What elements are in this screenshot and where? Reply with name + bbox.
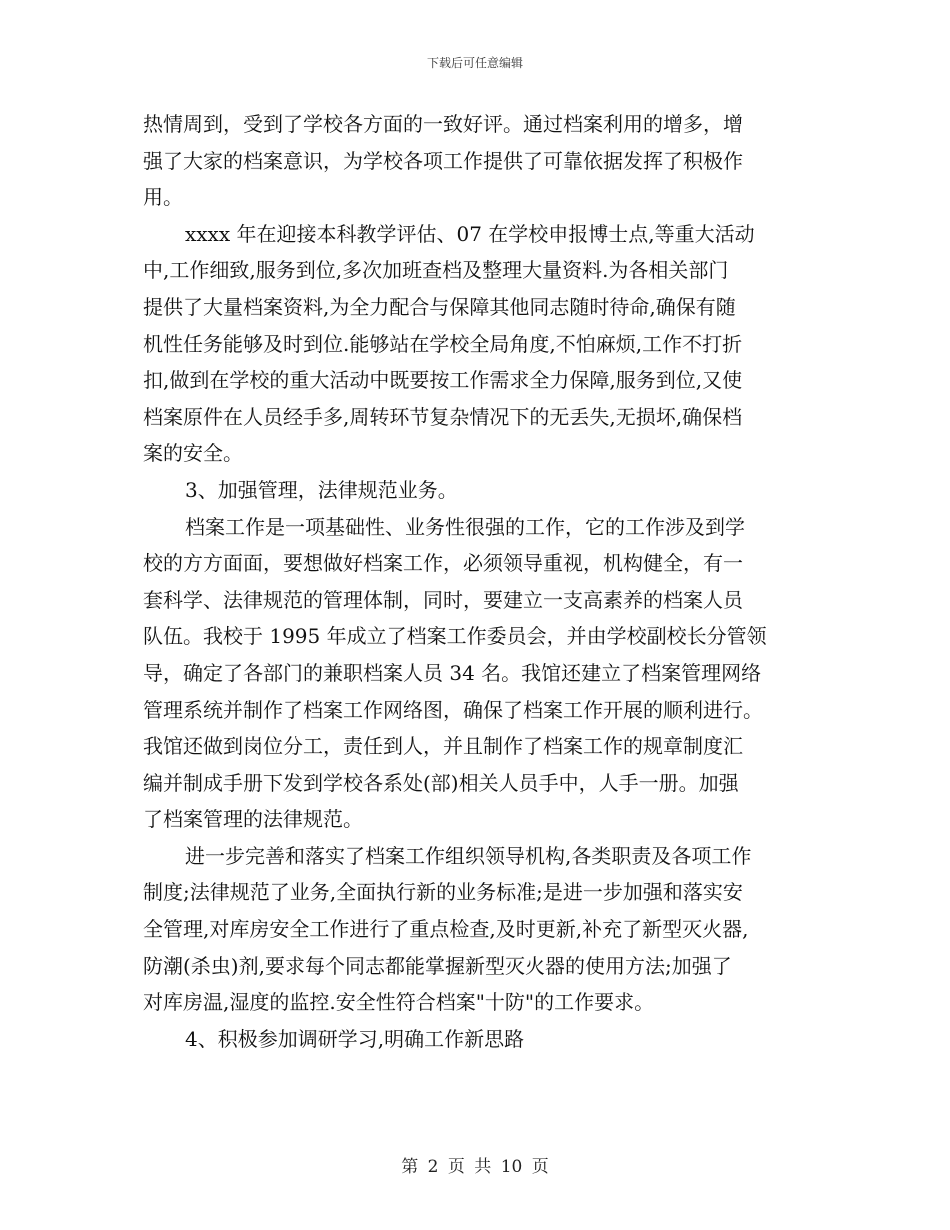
page-number: 第 2 页 共 10 页 — [401, 1157, 549, 1177]
body-line-20: 了档案管理的法律规范。 — [143, 807, 363, 832]
body-line-14: 套科学、法律规范的管理体制，同时，要建立一支高素养的档案人员 — [143, 587, 743, 612]
body-line-4: xxxx 年在迎接本科教学评估、07 在学校申报博士点,等重大活动 — [185, 221, 755, 246]
section-heading-4: 4、积极参加调研学习,明确工作新思路 — [185, 1026, 525, 1051]
body-line-9: 档案原件在人员经手多,周转环节复杂情况下的无丢失,无损坏,确保档 — [143, 404, 743, 429]
body-line-22: 制度;法律规范了业务,全面执行新的业务标准;是进一步加强和落实安 — [143, 880, 743, 905]
body-line-10: 案的安全。 — [143, 441, 243, 466]
body-line-13: 校的方方面面，要想做好档案工作，必须领导重视，机构健全，有一 — [143, 551, 743, 576]
body-line-23: 全管理,对库房安全工作进行了重点检查,及时更新,补充了新型灭火器, — [143, 917, 749, 942]
body-line-12: 档案工作是一项基础性、业务性很强的工作，它的工作涉及到学 — [185, 514, 745, 539]
body-line-24: 防潮(杀虫)剂,要求每个同志都能掌握新型灭火器的使用方法;加强了 — [143, 953, 732, 978]
body-line-16: 导，确定了各部门的兼职档案人员 34 名。我馆还建立了档案管理网络 — [143, 660, 762, 685]
body-line-6: 提供了大量档案资料,为全力配合与保障其他同志随时待命,确保有随 — [143, 294, 736, 319]
body-line-19: 编并制成手册下发到学校各系处(部)相关人员手中，人手一册。加强 — [143, 770, 739, 795]
section-heading-3: 3、加强管理，法律规范业务。 — [185, 477, 458, 502]
body-line-15: 队伍。我校于 1995 年成立了档案工作委员会，并由学校副校长分管领 — [143, 624, 767, 649]
body-line-18: 我馆还做到岗位分工，责任到人，并且制作了档案工作的规章制度汇 — [143, 734, 743, 759]
body-line-7: 机性任务能够及时到位.能够站在学校全局角度,不怕麻烦,工作不打折 — [143, 331, 743, 356]
body-line-21: 进一步完善和落实了档案工作组织领导机构,各类职责及各项工作 — [185, 843, 752, 868]
document-body — [143, 106, 811, 1057]
body-line-8: 扣,做到在学校的重大活动中既要按工作需求全力保障,服务到位,又使 — [143, 368, 743, 393]
page-header-note: 下载后可任意编辑 — [426, 56, 523, 70]
body-line-25: 对库房温,湿度的监控.安全性符合档案"十防"的工作要求。 — [143, 990, 655, 1015]
body-line-2: 强了大家的档案意识，为学校各项工作提供了可靠依据发挥了积极作 — [143, 148, 743, 173]
body-line-3: 用。 — [143, 185, 183, 210]
body-line-5: 中,工作细致,服务到位,多次加班查档及整理大量资料.为各相关部门 — [143, 258, 729, 283]
body-line-17: 管理系统并制作了档案工作网络图，确保了档案工作开展的顺利进行。 — [143, 697, 763, 722]
body-line-1: 热情周到，受到了学校各方面的一致好评。通过档案利用的增多，增 — [143, 112, 743, 136]
